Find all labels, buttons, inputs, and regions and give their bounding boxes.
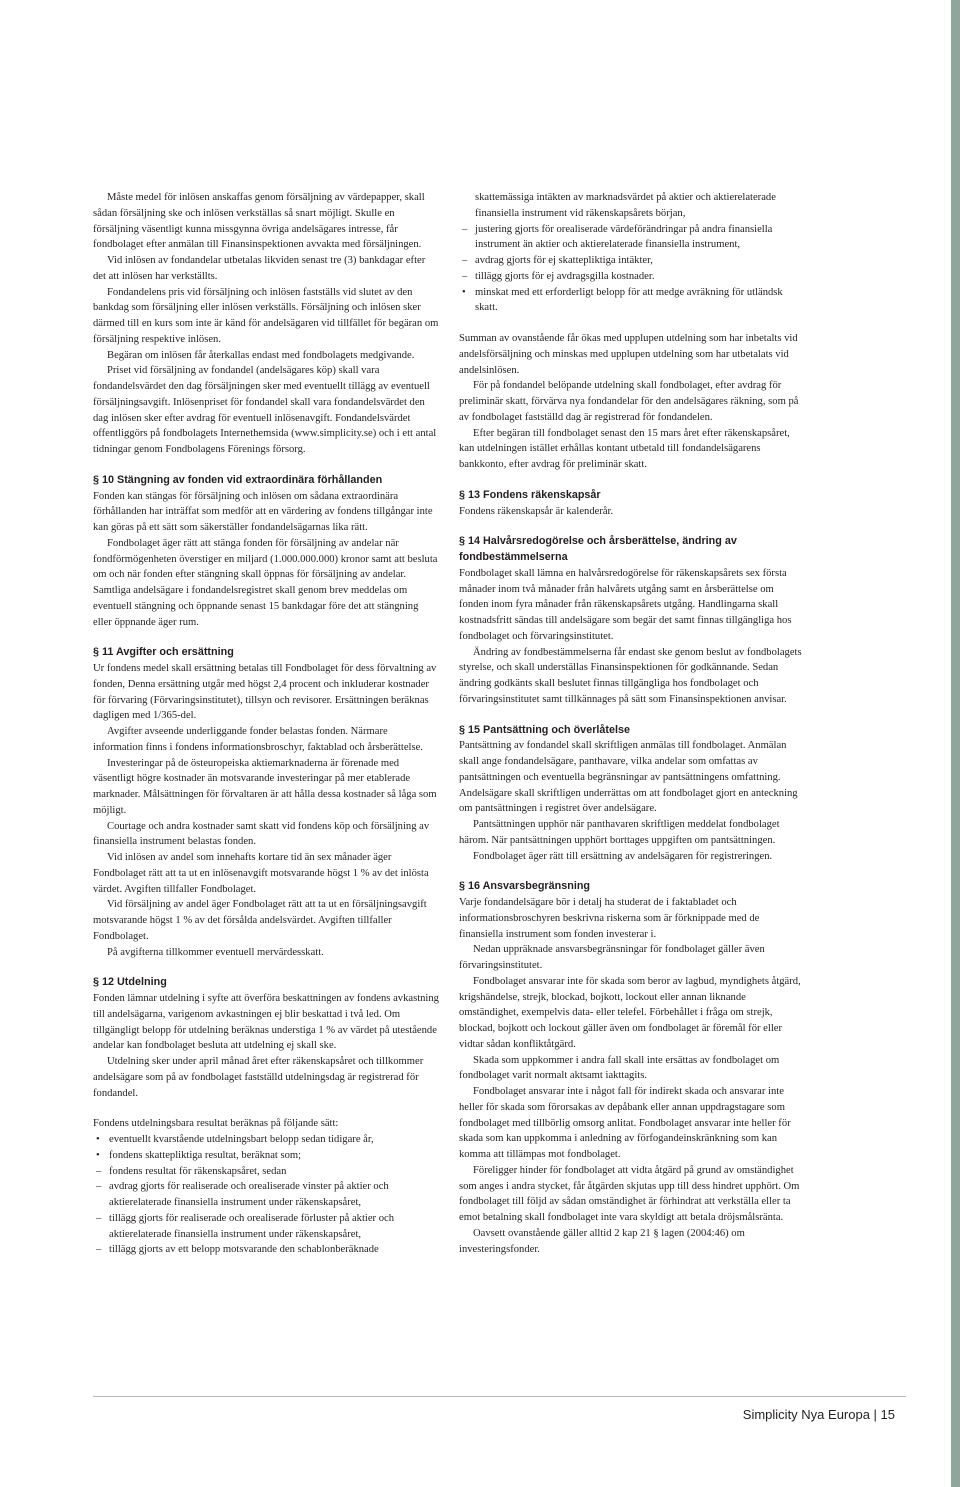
paragraph: Fonden lämnar utdelning i syfte att överföra beskattningen av fondens avkastning till andelsägarna, varigenom avkastningen ej blir beskattad i två led. Om tillgängligt belopp för utdelning beräknas understiga 1 % av värdet på utestående andelar kan fondbolaget besluta att utdelning ej skall ske.: [93, 993, 439, 1052]
list-item: • fondens skattepliktiga resultat, beräknat som;: [93, 1148, 439, 1164]
paragraph: Priset vid försäljning av fondandel (andelsägares köp) skall vara fondandelsvärdet den dag försäljningen sker med eventuellt tillägg av eventuell försäljningsavgift. Inlösenpriset för fondandel skall vara fondandelsvärdet den dag inlösen sker efter avdrag för eventuell inlösenavgift. Fondandelsvärdet offentliggörs på fondbolagets Internethemsida (www.simplicity.se) och i ett antal tidningar genom Fondbolagens Förenings försorg.: [93, 365, 437, 455]
list-item: – avdrag gjorts för realiserade och orealiserade vinster på aktier och aktierelaterade finansiella instrument under räkenskapsåret,: [93, 1179, 439, 1211]
paragraph: Skada som uppkommer i andra fall skall inte ersättas av fondbolaget om fondbolaget varit normalt aktsamt iakttagits.: [459, 1054, 780, 1082]
paragraph: Varje fondandelsägare bör i detalj ha studerat de i faktabladet och informationsbroschyren beskrivna riskerna som är förknippade med de finansiella instrument som fonden investerar i.: [459, 897, 760, 940]
paragraph: Vid inlösen av fondandelar utbetalas likviden senast tre (3) bankdagar efter det att inlösen har verkställts.: [93, 255, 426, 282]
paragraph: På avgifterna tillkommer eventuell mervärdesskatt.: [107, 946, 324, 958]
paragraph: Fonden kan stängas för försäljning och inlösen om sådana extraordinära förhållanden har inträffat som medför att en värdering av fondens tillgångar inte kan göras på ett sätt som säkerställer fondandelsägarnas lika rätt.: [93, 490, 433, 533]
list-item: • eventuellt kvarstående utdelningsbart belopp sedan tidigare år,: [93, 1132, 439, 1148]
right-column: [459, 190, 805, 1257]
page-edge-color-bar: [951, 0, 960, 1487]
list-item: – tillägg gjorts för realiserade och orealiserade förluster på aktier och aktierelaterade finansiella instrument under räkenskapsåret,: [93, 1211, 439, 1243]
paragraph: Investeringar på de östeuropeiska aktiemarknaderna är förenade med väsentligt högre kostnader än motsvarande investeringar på mer etablerade marknader. Målsättningen för förvaltaren är att hålla dessa kostnader så låga som möjligt.: [93, 757, 437, 816]
paragraph: Fondbolaget ansvarar inte för skada som beror av lagbud, myndighets åtgärd, krigshändelse, strejk, blockad, bojkott, lockout eller annan liknande omständighet, exempelvis data- eller telefel. Förbehållet i fråga om strejk, blockad, bojkott och lockout gäller även om fondbolaget är föremål för eller vidtar sådan konfliktåtgärd.: [459, 975, 801, 1050]
section-heading-14: § 14 Halvårsredogörelse och årsberättelse, ändring av fondbestämmelserna: [459, 535, 737, 563]
footer-divider: [93, 1396, 906, 1397]
paragraph: Fondbolaget skall lämna en halvårsredogörelse för räkenskapsårets sex första månader inom två månader från halvårets utgång samt en årsberättelse om fonden inom fyra månader från räkenskapsårets utgång. Handlingarna skall kostnadsfritt sändas till andelsägare som begär det samt finnas tillgängliga hos fondbolaget och förvaringsinstitutet.: [459, 567, 792, 642]
paragraph: Måste medel för inlösen anskaffas genom försäljning av värdepapper, skall sådan försäljning ske och inlösen verkställas så snart möjligt. Skulle en försäljning väsentligt kunna missgynna övriga andelsägares intresse, får fondbolaget efter anmälan till Finansinspektionen avvakta med försäljningen.: [93, 192, 425, 251]
list-item: – avdrag gjorts för ej skattepliktiga intäkter,: [459, 253, 805, 269]
paragraph: Oavsett ovanstående gäller alltid 2 kap 21 § lagen (2004:46) om investeringsfonder.: [459, 1227, 745, 1255]
section-heading-16: § 16 Ansvarsbegränsning: [459, 880, 591, 893]
paragraph: Fondbolaget äger rätt att stänga fonden för försäljning av andelar när fondförmögenheten överstiger en miljard (1.000.000.000) kronor samt att besluta om och när fonden efter stängning skall öppnas för försäljning av andelar. Samtliga andelsägare i fondandelsregistret skall genom brev meddelas om eventuell stängning och öppnande senast 15 bankdagar före det att stängning eller öppnande äger rum.: [93, 537, 438, 628]
paragraph: Fondandelens pris vid försäljning och inlösen fastställs vid slutet av den bankdag som försäljning eller inlösen verkställs. Försäljning och inlösen sker därmed till en kurs som inte är känd för andelsägaren vid tillfället för begäran om försäljning respektive inlösen.: [93, 286, 439, 345]
paragraph: Avgifter avseende underliggande fonder belastas fonden. Närmare information finns i fondens informationsbroschyr, faktablad och årsberättelse.: [93, 726, 423, 753]
paragraph: Ur fondens medel skall ersättning betalas till Fondbolaget för dess förvaltning av fonden, Denna ersättning utgår med högst 2,4 procent och inkluderar kostnader för förvaring (Förvaringsinstitutet), tillsyn och revisorer. Ersättningen beräknas dagligen med 1/365-del.: [93, 663, 437, 722]
paragraph: Courtage och andra kostnader samt skatt vid fondens köp och försäljning av finansiella instrument belastas fonden.: [93, 820, 430, 848]
list-item: skattemässiga intäkten av marknadsvärdet på aktier och aktierelaterade finansiella instrument vid räkenskapsårets början,: [475, 192, 776, 219]
calculation-list: [93, 1132, 439, 1258]
paragraph: Summan av ovanstående får ökas med upplupen utdelning som har inbetalts vid andelsförsäljning och minskas med upplupen utdelning som har utbetalats vid andelsinlösen.: [459, 333, 798, 376]
paragraph: Utdelning sker under april månad året efter räkenskapsåret och tillkommer andelsägare som på av fondbolaget fastställd utdelningsdag är registrerad för fondandel.: [93, 1056, 424, 1099]
section-heading-15: § 15 Pantsättning och överlåtelse: [459, 723, 631, 736]
paragraph: Föreligger hinder för fondbolaget att vidta åtgärd på grund av omständighet som anges i andra stycket, får åtgärden skjutas upp till dess hindret upphört. Om fondbolaget till följd av sådan omständighet är förhindrat att verkställa eller ta emot betalning skall fondbolaget inte vara skyldigt att betala dröjsmålsränta.: [459, 1164, 800, 1223]
list-item: – tillägg gjorts för ej avdragsgilla kostnader.: [459, 269, 805, 285]
page-footer: Simplicity Nya Europa | 15: [742, 1407, 895, 1422]
section-heading-12: § 12 Utdelning: [93, 976, 167, 989]
section-heading-13: § 13 Fondens räkenskapsår: [459, 488, 601, 501]
list-item: – fondens resultat för räkenskapsåret, sedan: [93, 1164, 439, 1180]
paragraph: Fondbolaget ansvarar inte i något fall för indirekt skada och ansvarar inte heller för skada som förorsakas av depåbank eller annan uppdragstagare som fondbolaget med tillbörlig omsorg anlitat. Fondbolaget ansvarar inte heller för skada som kan uppkomma i anledning av förfogandeinskränkning som kan komma att tillämpas mot fondbolaget.: [459, 1086, 791, 1160]
paragraph: Efter begäran till fondbolaget senast den 15 mars året efter räkenskapsåret, kan utdelningen istället erhållas kontant utbetald till fondandelsägarens bankkonto, efter avdrag för preliminär skatt.: [459, 427, 790, 470]
left-column: [93, 190, 439, 1258]
paragraph: Pantsättningen upphör när panthavaren skriftligen meddelat fondbolaget härom. När pantsättningen upphört borttages uppgiften om pantsättningen.: [459, 819, 780, 846]
calculation-list-continued: [459, 190, 805, 316]
list-item: • minskat med ett erforderligt belopp för att medge avräkning för utländsk skatt.: [459, 285, 805, 317]
paragraph: Fondbolaget äger rätt till ersättning av andelsägaren för registreringen.: [473, 850, 773, 862]
section-heading-10: § 10 Stängning av fonden vid extraordinära förhållanden: [93, 473, 383, 486]
paragraph: Vid försäljning av andel äger Fondbolaget rätt att ta ut en försäljningsavgift motsvarande högst 1 % av det försålda andelsvärdet. Avgiften tillfaller Fondbolaget.: [93, 899, 427, 942]
paragraph: För på fondandel belöpande utdelning skall fondbolaget, efter avdrag för preliminär skatt, förvärva nya fondandelar för den andelsägares räkning, som på av fondbolaget fastställd dag är registrerad för fondandelen.: [459, 380, 799, 423]
section-heading-11: § 11 Avgifter och ersättning: [93, 646, 234, 659]
paragraph: Vid inlösen av andel som innehafts kortare tid än sex månader äger Fondbolaget rätt att ta ut en inlösenavgift motsvarande högst 1 % av det inlösta värdet. Avgiften tillfaller Fondbolaget.: [93, 852, 429, 895]
paragraph: Begäran om inlösen får återkallas endast med fondbolagets medgivande.: [107, 349, 415, 361]
paragraph: Fondens räkenskapsår är kalenderår.: [459, 505, 614, 517]
paragraph: Nedan uppräknade ansvarsbegränsningar för fondbolaget gäller även förvaringsinstitutet.: [459, 944, 765, 971]
paragraph: Fondens utdelningsbara resultat beräknas på följande sätt:: [93, 1118, 339, 1130]
list-item: – tillägg gjorts av ett belopp motsvarande den schablonberäknade: [93, 1242, 439, 1258]
paragraph: Ändring av fondbestämmelserna får endast ske genom beslut av fondbolagets styrelse, och skall underställas Finansinspektionen för godkännande. Sedan ändring godkänts skall beslutet finnas tillgängliga hos fondbolaget och förvaringsinstitutet samt tillkännages på sätt som Finansinspektionen anvisar.: [459, 646, 802, 705]
list-item: – justering gjorts för orealiserade värdeförändringar på andra finansiella instrument än aktier och aktierelaterade finansiella instrument,: [459, 222, 805, 254]
paragraph: Pantsättning av fondandel skall skriftligen anmälas till fondbolaget. Anmälan skall ange fondandelsägare, panthavare, vilka andelar som omfattas av pantsättningen och eventuella begränsningar av pantsättningens omfattning. Andelsägare skall skriftligen underrättas om att fondbolaget gjort en anteckning om pantsättningen i registret över andelsägare.: [459, 740, 798, 815]
